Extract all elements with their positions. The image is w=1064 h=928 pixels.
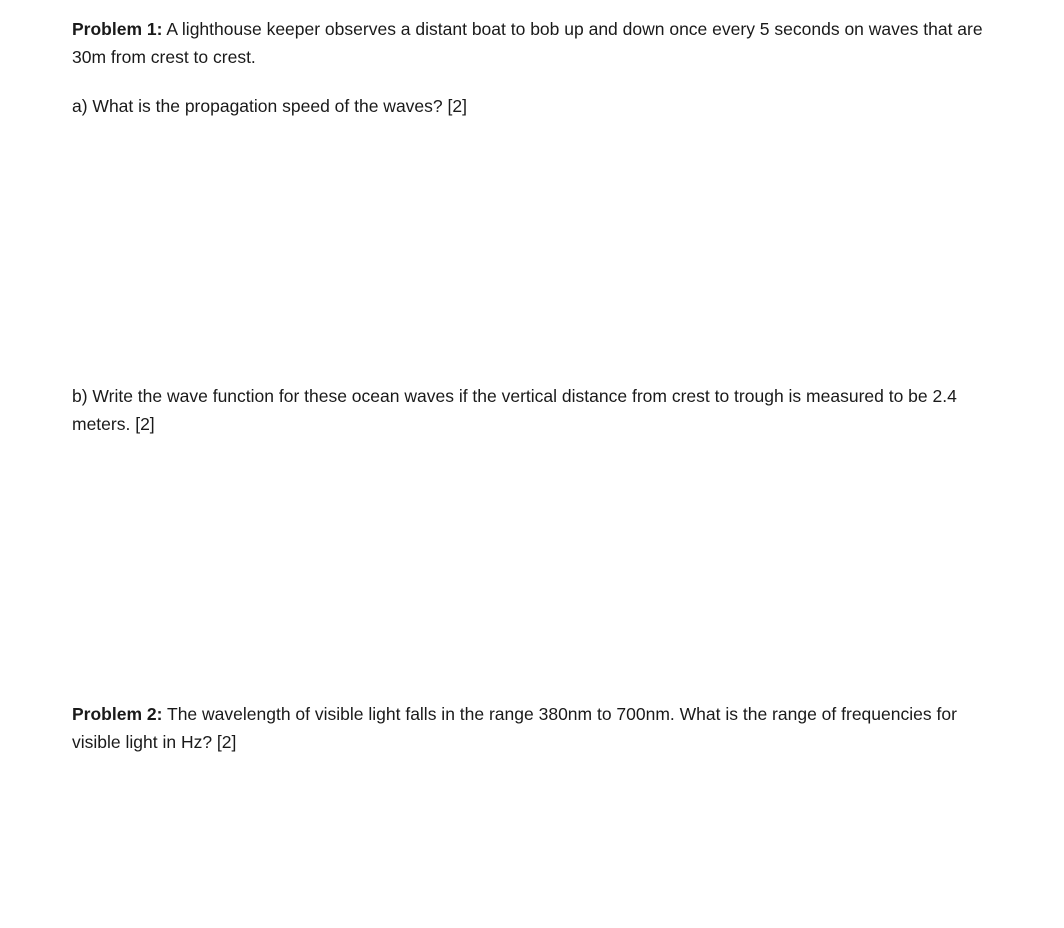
problem-2-text: The wavelength of visible light falls in the range 380nm to 700nm. What is the range of frequencies for visible light in Hz? [2] [72, 704, 957, 752]
problem-1-part-b: b) Write the wave function for these ocean waves if the vertical distance from crest to trough is measured to be 2.4 meters. [2] [72, 386, 957, 434]
problem-1-part-a: a) What is the propagation speed of the waves? [2] [72, 96, 467, 116]
problem-1-statement [72, 15, 1002, 71]
problem-1-text: A lighthouse keeper observes a distant boat to bob up and down once every 5 seconds on waves that are 30m from crest to crest. [72, 19, 983, 67]
previous-page-text-fragment [0, 0, 1064, 8]
problem-1-heading: Problem 1: [72, 19, 163, 39]
problem-2-heading: Problem 2: [72, 704, 163, 724]
problem-2-statement [72, 700, 1002, 756]
